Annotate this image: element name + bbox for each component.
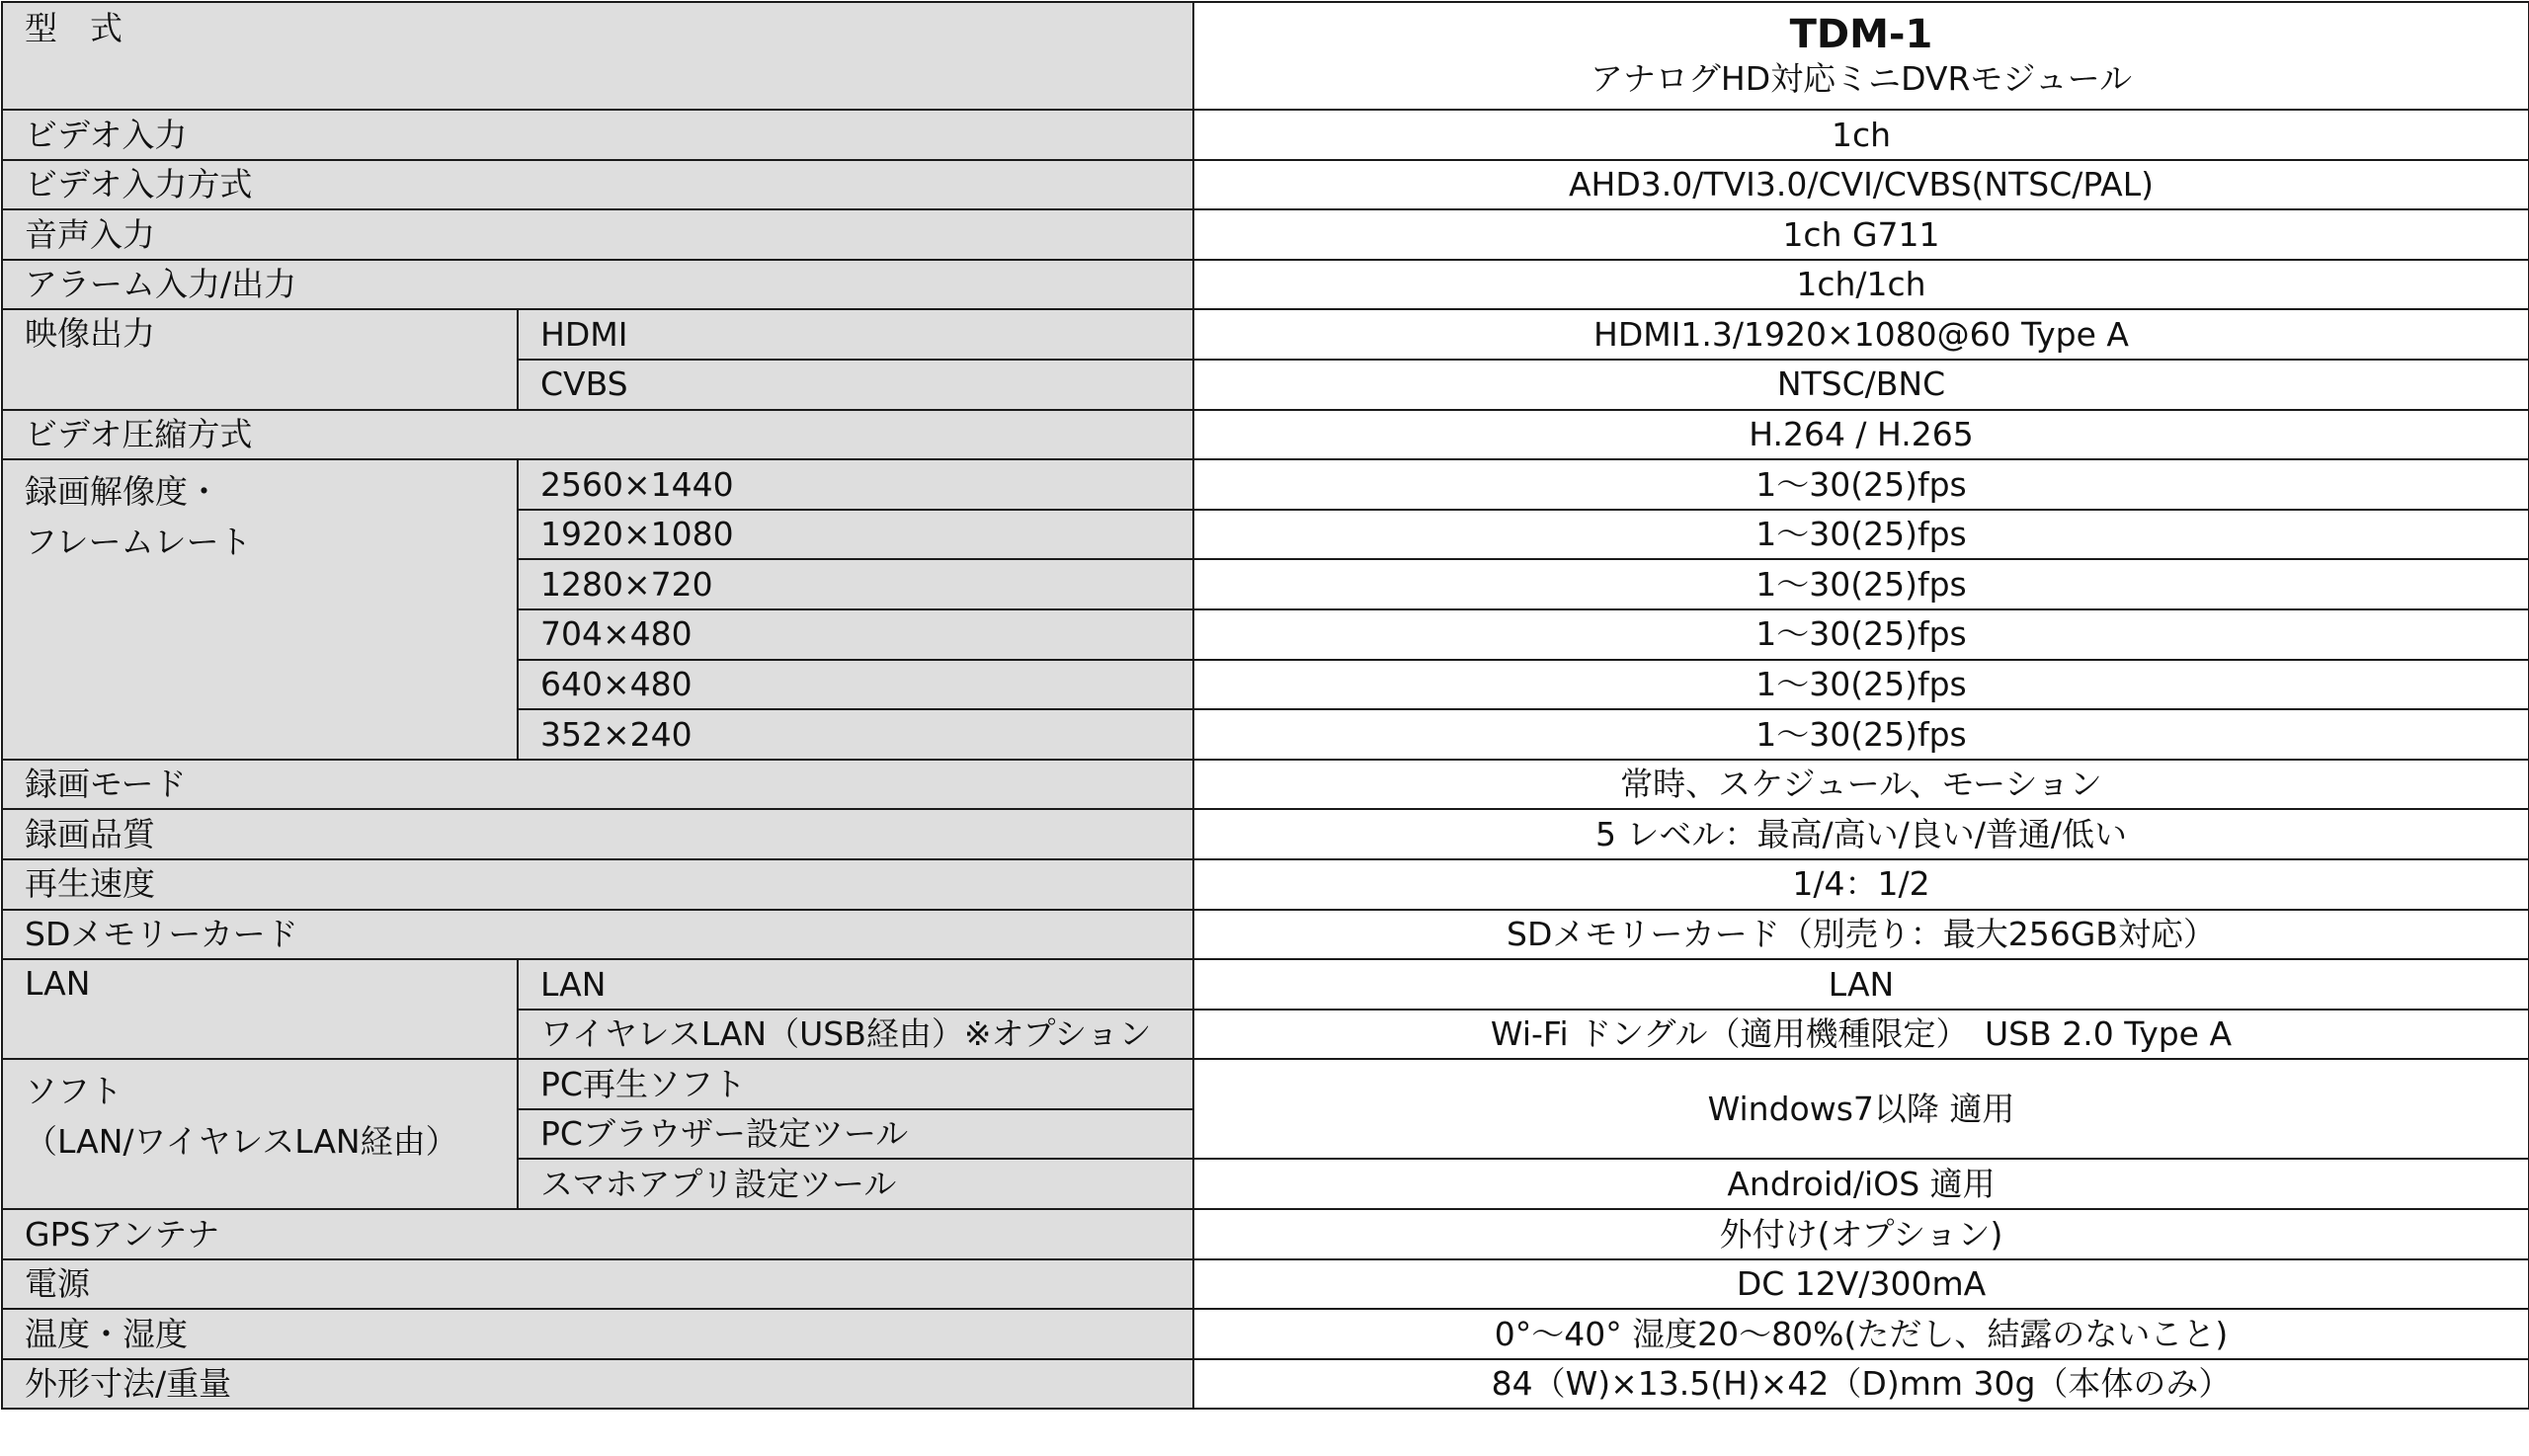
spec-label: 録画モード — [2, 760, 1193, 810]
spec-value: 1～30(25)fps — [1193, 559, 2529, 609]
spec-sublabel: LAN — [518, 959, 1193, 1010]
spec-label-line: フレームレート — [25, 523, 252, 562]
model-name: TDM-1 — [1789, 12, 1933, 58]
spec-value: 1ch — [1193, 110, 2529, 160]
spec-value: Wi-Fi ドングル（適用機種限定） USB 2.0 Type A — [1193, 1010, 2529, 1060]
spec-label: ビデオ入力 — [2, 110, 1193, 160]
spec-row-playback-speed — [2, 859, 2529, 910]
spec-sublabel: HDMI — [518, 309, 1193, 360]
spec-row-video-input — [2, 110, 2529, 160]
spec-sublabel: 2560×1440 — [518, 459, 1193, 510]
spec-row-video-input-format — [2, 160, 2529, 210]
spec-row-resolution — [2, 459, 2529, 510]
spec-value: H.264 / H.265 — [1193, 410, 2529, 460]
spec-value: 0°～40° 湿度20～80%(ただし、結露のないこと) — [1193, 1309, 2529, 1359]
spec-label: ビデオ圧縮方式 — [2, 410, 1193, 460]
spec-label: GPSアンテナ — [2, 1209, 1193, 1259]
spec-label: LAN — [2, 959, 518, 1059]
spec-value: 1/4：1/2 — [1193, 859, 2529, 910]
header-row — [2, 2, 2529, 110]
spec-label: 温度・湿度 — [2, 1309, 1193, 1359]
spec-label-resolution — [2, 459, 518, 760]
spec-row-alarm-io — [2, 260, 2529, 310]
spec-value: Windows7以降 適用 — [1193, 1059, 2529, 1159]
spec-row-audio-input — [2, 209, 2529, 260]
spec-sublabel: 1920×1080 — [518, 510, 1193, 560]
spec-label: アラーム入力/出力 — [2, 260, 1193, 310]
spec-row-dimensions-weight — [2, 1359, 2529, 1410]
spec-value: 1～30(25)fps — [1193, 609, 2529, 660]
spec-value: 84（W)×13.5(H)×42（D)mm 30g（本体のみ） — [1193, 1359, 2529, 1410]
spec-value: HDMI1.3/1920×1080@60 Type A — [1193, 309, 2529, 360]
spec-label: 外形寸法/重量 — [2, 1359, 1193, 1410]
spec-value: LAN — [1193, 959, 2529, 1010]
spec-value: 1～30(25)fps — [1193, 660, 2529, 710]
spec-label-line: 録画解像度・ — [25, 472, 220, 512]
spec-label-line: （LAN/ワイヤレスLAN経由） — [25, 1122, 458, 1162]
spec-row-recording-quality — [2, 809, 2529, 859]
spec-value: 外付け(オプション) — [1193, 1209, 2529, 1259]
spec-sublabel: PC再生ソフト — [518, 1059, 1193, 1109]
header-model-cell — [1193, 2, 2529, 110]
spec-label: SDメモリーカード — [2, 910, 1193, 960]
spec-label: 再生速度 — [2, 859, 1193, 910]
spec-label: 音声入力 — [2, 209, 1193, 260]
spec-sublabel: 640×480 — [518, 660, 1193, 710]
spec-row-gps — [2, 1209, 2529, 1259]
spec-sublabel: スマホアプリ設定ツール — [518, 1159, 1193, 1209]
spec-value: Android/iOS 適用 — [1193, 1159, 2529, 1209]
spec-label: 録画品質 — [2, 809, 1193, 859]
spec-row-power — [2, 1259, 2529, 1310]
spec-label: 映像出力 — [2, 309, 518, 409]
spec-value: SDメモリーカード（別売り：最大256GB対応） — [1193, 910, 2529, 960]
spec-sublabel: CVBS — [518, 360, 1193, 410]
spec-row-software-pc-playback — [2, 1059, 2529, 1109]
spec-label: ビデオ入力方式 — [2, 160, 1193, 210]
spec-sublabel: 704×480 — [518, 609, 1193, 660]
spec-row-lan-wired — [2, 959, 2529, 1010]
model-description: アナログHD対応ミニDVRモジュール — [1590, 59, 2133, 99]
spec-row-recording-mode — [2, 760, 2529, 810]
spec-sublabel: 352×240 — [518, 709, 1193, 760]
spec-row-temp-humidity — [2, 1309, 2529, 1359]
spec-label-software — [2, 1059, 518, 1209]
spec-value: 1～30(25)fps — [1193, 709, 2529, 760]
spec-value: 1～30(25)fps — [1193, 510, 2529, 560]
spec-row-video-compression — [2, 410, 2529, 460]
spec-row-sd-card — [2, 910, 2529, 960]
spec-label: 電源 — [2, 1259, 1193, 1310]
spec-sublabel: 1280×720 — [518, 559, 1193, 609]
spec-value: 1～30(25)fps — [1193, 459, 2529, 510]
spec-sublabel: PCブラウザー設定ツール — [518, 1109, 1193, 1160]
spec-table — [1, 1, 2529, 1410]
spec-sublabel: ワイヤレスLAN（USB経由）※オプション — [518, 1010, 1193, 1060]
spec-value: AHD3.0/TVI3.0/CVI/CVBS(NTSC/PAL) — [1193, 160, 2529, 210]
spec-value: 1ch/1ch — [1193, 260, 2529, 310]
spec-value: DC 12V/300mA — [1193, 1259, 2529, 1310]
spec-value: 常時、スケジュール、モーション — [1193, 760, 2529, 810]
spec-value: NTSC/BNC — [1193, 360, 2529, 410]
spec-row-video-output-hdmi — [2, 309, 2529, 360]
spec-label-line: ソフト — [25, 1072, 122, 1111]
spec-value: 1ch G711 — [1193, 209, 2529, 260]
spec-value: 5 レベル：最高/高い/良い/普通/低い — [1193, 809, 2529, 859]
header-label: 型 式 — [2, 2, 1193, 110]
